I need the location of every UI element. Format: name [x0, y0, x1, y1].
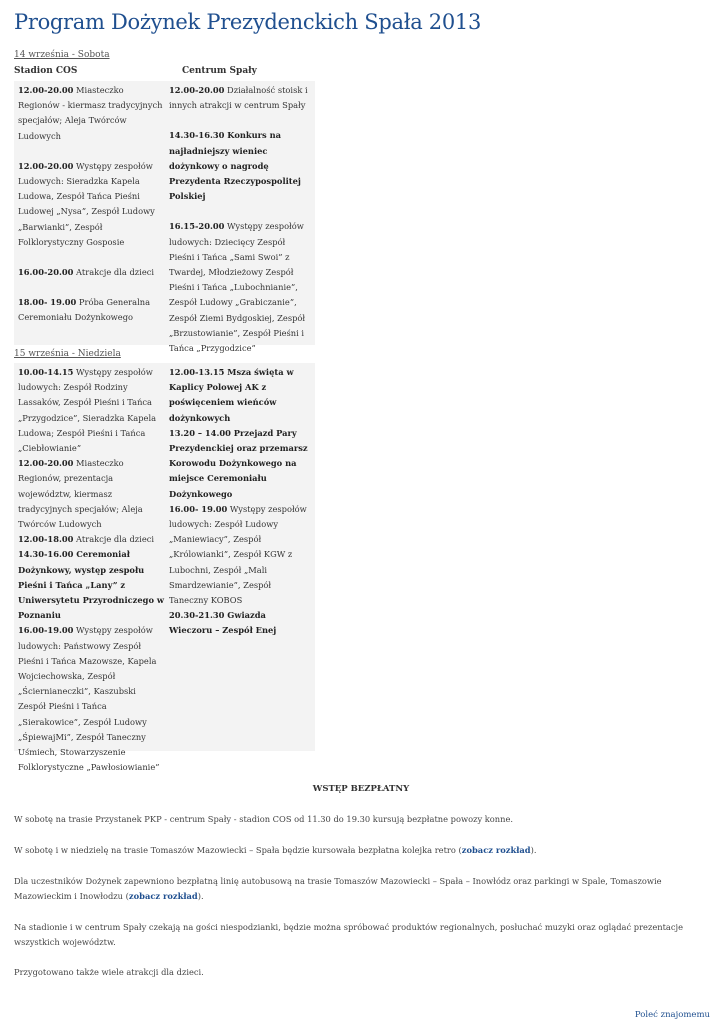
schedule-entry: 18.00- 19.00 Próba Generalna Ceremoniału Dożynkowego: [18, 297, 151, 323]
info-retro-train: W sobotę i w niedzielę na trasie Tomaszów Mazowiecki – Spała będzie kursowała bezpłatna kolejka retro (zobacz rozkład).: [14, 845, 537, 855]
schedule-entry: 12.00-20.00 Miasteczko Regionów - kiermasz tradycyjnych specjałów; Aleja Twórców Ludowych: [18, 85, 163, 141]
timetable-link[interactable]: zobacz rozkład: [461, 845, 531, 855]
col-header-centrum: Centrum Spały: [182, 66, 257, 76]
schedule-entry: 14.30-16.00 Ceremoniał Dożynkowy, występ zespołu Pieśni i Tańca „Lany” z Uniwersytetu Przyrodniczego w Poznaniu: [18, 549, 165, 621]
day2-date-heading: 15 września - Niedziela: [14, 349, 121, 359]
day1-date-heading: 14 września - Sobota: [14, 50, 110, 60]
timetable-link[interactable]: zobacz rozkład: [128, 891, 198, 901]
day1-centrum-column: [167, 81, 315, 354]
info-kids-attractions: Przygotowano także wiele atrakcji dla dzieci.: [14, 967, 204, 977]
schedule-entry: 16.15-20.00 Występy zespołów ludowych: Dziecięcy Zespół Pieśni i Tańca „Sami Swoi” z Twardej, Młodzieżowy Zespół Pieśni i Tańca „Lubochnianie”, Zespół Ludowy „Grabiczanie”, Zespół Ziemi Bydgoskiej, Zespół „Brzustowianie”, Zespół Pieśni i Tańca „Przygodzice”: [169, 221, 306, 354]
schedule-entry: 10.00-14.15 Występy zespołów ludowych: Zespół Rodziny Lassaków, Zespół Pieśni i Tańca „Przygodzice”, Sieradzka Kapela Ludowa; Zespół Pieśni i Tańca „Ciebłowianie”: [18, 367, 157, 454]
schedule-entry: 16.00- 19.00 Występy zespołów ludowych: Zespół Ludowy „Maniewiacy”, Zespół „Królowianki”, Zespół KGW z Lubochni, Zespół „Mali Smardzewianie”, Zespół Taneczny KOBOS: [169, 503, 307, 606]
page-title: Program Dożynek Prezydenckich Spała 2013: [14, 10, 482, 34]
schedule-entry: 14.30-16.30 Konkurs na najładniejszy wieniec dożynkowy o nagrodę Prezydenta Rzeczypospolitej Polskiej: [169, 130, 301, 202]
schedule-entry: 20.30-21.30 Gwiazda Wieczoru – Zespół Enej: [169, 610, 277, 636]
schedule-entry: 12.00-18.00 Atrakcje dla dzieci: [18, 534, 155, 545]
info-horse-carriages: W sobotę na trasie Przystanek PKP - centrum Spały - stadion COS od 11.30 do 19.30 kursują bezpłatne powozy konne.: [14, 814, 514, 824]
day1-column-headers: [14, 66, 316, 80]
day1-stadion-column: [14, 81, 167, 345]
schedule-entry: 13.20 – 14.00 Przejazd Pary Prezydenckiej oraz przemarsz Korowodu Dożynkowego na miejsce Ceremoniału Dożynkowego: [169, 427, 308, 499]
schedule-entry: 12.00-20.00 Działalność stoisk i innych atrakcji w centrum Spały: [169, 85, 308, 111]
schedule-entry: 12.00-20.00 Miasteczko Regionów, prezentacja województw, kiermasz tradycyjnych specjałów; Aleja Twórców Ludowych: [18, 458, 143, 530]
recommend-to-friend-link[interactable]: Poleć znajomemu: [634, 1010, 710, 1020]
schedule-entry: 16.00-20.00 Atrakcje dla dzieci: [18, 267, 155, 278]
day2-schedule-table: [14, 363, 315, 773]
day2-first-column: [14, 363, 167, 773]
schedule-entry: 12.00-20.00 Występy zespołów Ludowych: Sieradzka Kapela Ludowa, Zespół Tańca Pieśni Ludowej „Nysa”, Zespół Ludowy „Barwianki”, Zespół Folklorystyczny Gosposie: [18, 160, 155, 247]
day2-second-column: [167, 363, 315, 751]
schedule-entry: 12.00-13.15 Msza święta w Kaplicy Polowej AK z poświęceniem wieńców dożynkowych: [169, 367, 294, 423]
col-header-stadion: Stadion COS: [14, 66, 78, 76]
info-surprises: Na stadionie i w centrum Spały czekają na gości niespodzianki, będzie można spróbować produktów regionalnych, posłuchać muzyki oraz oglądać prezentacje wszystkich województw.: [14, 922, 683, 947]
free-entry-heading: WSTĘP BEZPŁATNY: [312, 784, 410, 794]
schedule-entry: 16.00-19.00 Występy zespołów ludowych: Państwowy Zespół Pieśni i Tańca Mazowsze, Kapela Wojciechowska, Zespół „Ściernianeczki”, Kaszubski Zespół Pieśni i Tańca „Sierakowice”, Zespół Ludowy „ŚpiewajMi”, Zespół Taneczny Uśmiech, Stowarzyszenie Folklorystyczne „Pawłosiowianie”: [18, 625, 160, 773]
info-bus-line: Dla uczestników Dożynek zapewniono bezpłatną linię autobusową na trasie Tomaszów Mazowiecki – Spała – Inowłódz oraz parkingi w Spale, Tomaszowie Mazowieckim i Inowłodzu (zobacz rozkład).: [14, 876, 662, 901]
